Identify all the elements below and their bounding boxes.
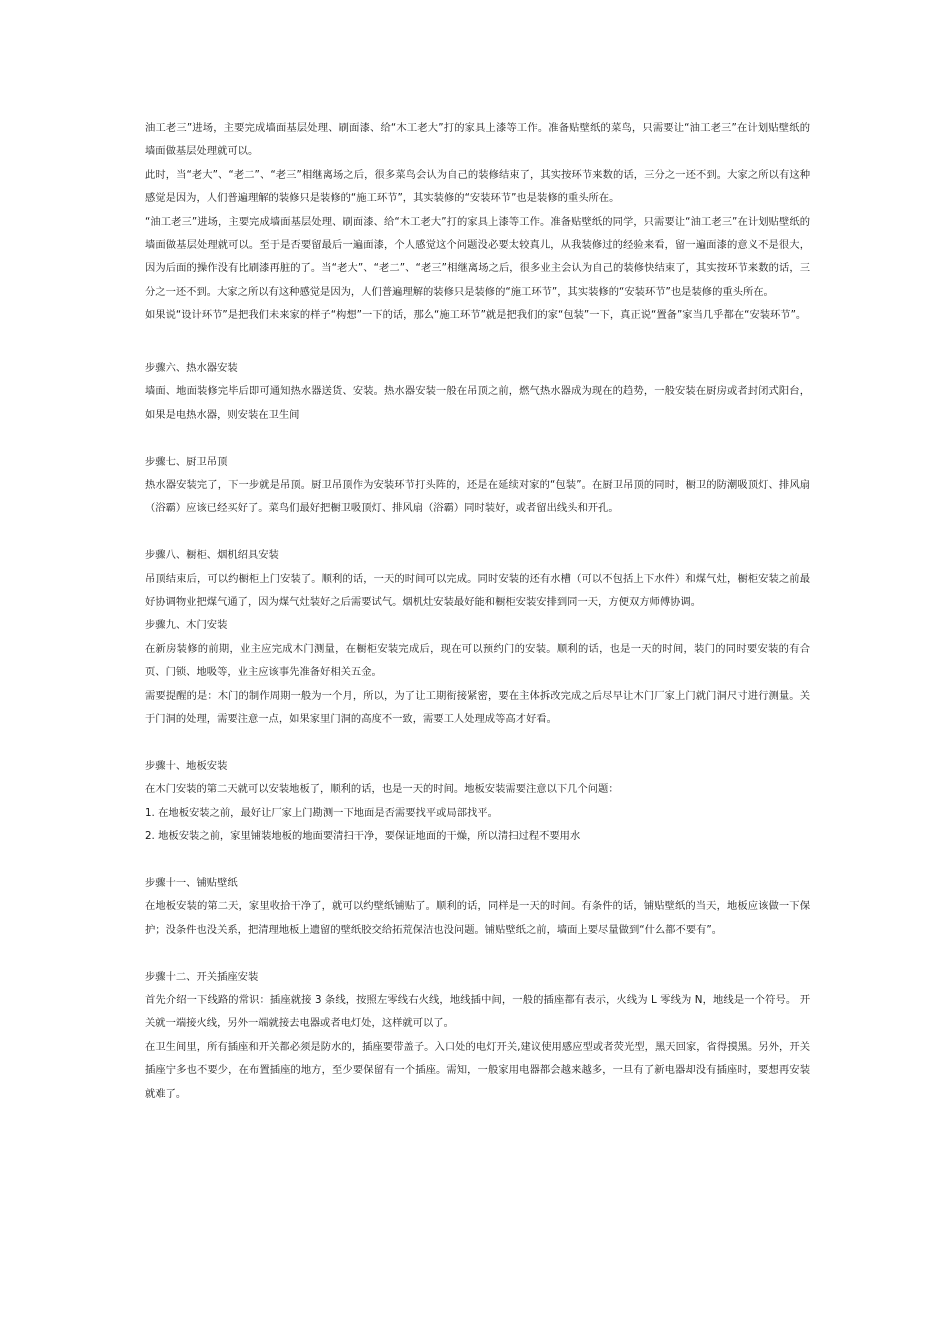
spacer xyxy=(145,942,810,965)
spacer xyxy=(145,427,810,450)
step8-heading: 步骤八、橱柜、烟机绍具安装 xyxy=(145,549,279,562)
spacer xyxy=(145,732,810,755)
step6-body: 墙面、地面装修完毕后即可通知热水器送货、安装。热水器安装一般在吊顶之前，燃气热水器成为现在的趋势，一般安装在厨房或者封闭式阳台，如果是电热水器，则安装在卫生间 xyxy=(145,385,810,421)
intro-paragraph: 此时，当“老大”、“老二”、“老三”相继离场之后，很多菜鸟会认为自己的装修结束了，其实按环节来数的话，三分之一还不到。大家之所以有这种感觉是因为，人们普遍理解的装修只是装修的“施工环节”，其实装修的“安装环节”也是装修的重头所在。 xyxy=(145,168,810,205)
step12-heading: 步骤十二、开关插座安装 xyxy=(145,970,259,983)
spacer xyxy=(145,849,810,872)
step10-list-item: 1. 在地板安装之前，最好让厂家上门勘测一下地面是否需要找平或局部找平。 xyxy=(145,806,498,819)
intro-paragraph: “油工老三”进场，主要完成墙面基层处理、刷面漆、给“木工老大”打的家具上漆等工作。准备贴壁纸的同学，只需要让“油工老三”在计划贴壁纸的墙面做基层处理就可以。至于是否要留最后一遍面漆，个人感觉这个问题没必要太较真儿，从我装修过的经验来看，留一遍面漆的意义不是很大，因为后面的操作没有比刷漆再脏的了。当“老大”、“老二”、“老三”相继离场之后，很多业主会认为自己的装修快结束了，其实按环节来数的话，三分之一还不到。大家之所以有这种感觉是因为，人们普遍理解的装修只是装修的“施工环节”，其实装修的“安装环节”也是装修的重头所在。 xyxy=(145,215,810,298)
step9-heading: 步骤九、木门安装 xyxy=(145,619,228,632)
intro-paragraph: 如果说“设计环节”是把我们未来家的样子“构想”一下的话，那么“施工环节”就是把我们的家“包装”一下，真正说“置备”家当几乎都在“安装环节”。 xyxy=(145,309,807,322)
spacer xyxy=(145,521,810,544)
step9-note: 需要提醒的是：木门的制作周期一般为一个月，所以，为了让工期衔接紧密，要在主体拆改完成之后尽早让木门厂家上门就门洞尺寸进行测量。关于门洞的处理，需要注意一点，如果家里门洞的高度不一致，需要工人处理成等高才好看。 xyxy=(145,689,810,726)
step10-heading: 步骤十、地板安装 xyxy=(145,759,228,772)
step8-body: 吊顶结束后，可以约橱柜上门安装了。顺利的话，一天的时间可以完成。同时安装的还有水槽（可以不包括上下水件）和煤气灶，橱柜安装之前最好协调物业把煤气通了，因为煤气灶装好之后需要试气。烟机灶安装最好能和橱柜安装安排到同一天，方便双方师傅协调。 xyxy=(145,572,810,609)
step6-heading: 步骤六、热水器安装 xyxy=(145,362,238,375)
intro-paragraph: 油工老三”进场，主要完成墙面基层处理、刷面漆、给“木工老大”打的家具上漆等工作。准备贴壁纸的菜鸟，只需要让“油工老三”在计划贴壁纸的墙面做基层处理就可以。 xyxy=(145,122,810,158)
step7-body: 热水器安装完了，下一步就是吊顶。厨卫吊顶作为安装环节打头阵的，还是在延续对家的“包装”。在厨卫吊顶的同时，橱卫的防潮吸顶灯、排风扇（浴霸）应该已经买好了。菜鸟们最好把橱卫吸顶灯、排风扇（浴霸）同时装好，或者留出线头和开孔。 xyxy=(145,479,810,515)
step11-heading: 步骤十一、铺贴壁纸 xyxy=(145,876,238,889)
step7-heading: 步骤七、厨卫吊顶 xyxy=(145,455,228,468)
spacer xyxy=(145,328,810,351)
step10-body: 在木门安装的第二天就可以安装地板了，顺利的话，也是一天的时间。地板安装需要注意以下几个问题： xyxy=(145,783,619,796)
step11-body: 在地板安装的第二天，家里收拾干净了，就可以约壁纸铺贴了。顺利的话，同样是一天的时间。有条件的话，铺贴壁纸的当天，地板应该做一下保护；没条件也没关系，把清理地板上遗留的壁纸胶交给拓荒保洁也没问题。铺贴壁纸之前，墙面上要尽量做到“什么都不要有”。 xyxy=(145,900,810,936)
document-page xyxy=(145,117,810,1106)
step9-body: 在新房装修的前期，业主应完成木门测量，在橱柜安装完成后，现在可以预约门的安装。顺利的话，也是一天的时间，装门的同时要安装的有合页、门锁、地吸等，业主应该事先准备好相关五金。 xyxy=(145,642,810,679)
step12-body: 首先介绍一下线路的常识：插座就接 3 条线，按照左零线右火线，地线插中间，一般的插座都有表示，火线为 L 零线为 N，地线是一个符号。 开关就一端接火线，另外一端就接去电器或者电灯处，这样就可以了。 xyxy=(145,993,810,1030)
step12-note: 在卫生间里，所有插座和开关都必须是防水的，插座要带盖子。入口处的电灯开关,建议使用感应型或者荧光型，黑天回家，省得摸黑。另外，开关插座宁多也不要少，在布置插座的地方，至少要保留有一个插座。需知，一般家用电器都会越来越多，一旦有了新电器却没有插座时，要想再安装就难了。 xyxy=(145,1040,810,1100)
step10-list-item: 2. 地板安装之前，家里铺装地板的地面要清扫干净，要保证地面的干燥，所以清扫过程不要用水 xyxy=(145,830,581,843)
